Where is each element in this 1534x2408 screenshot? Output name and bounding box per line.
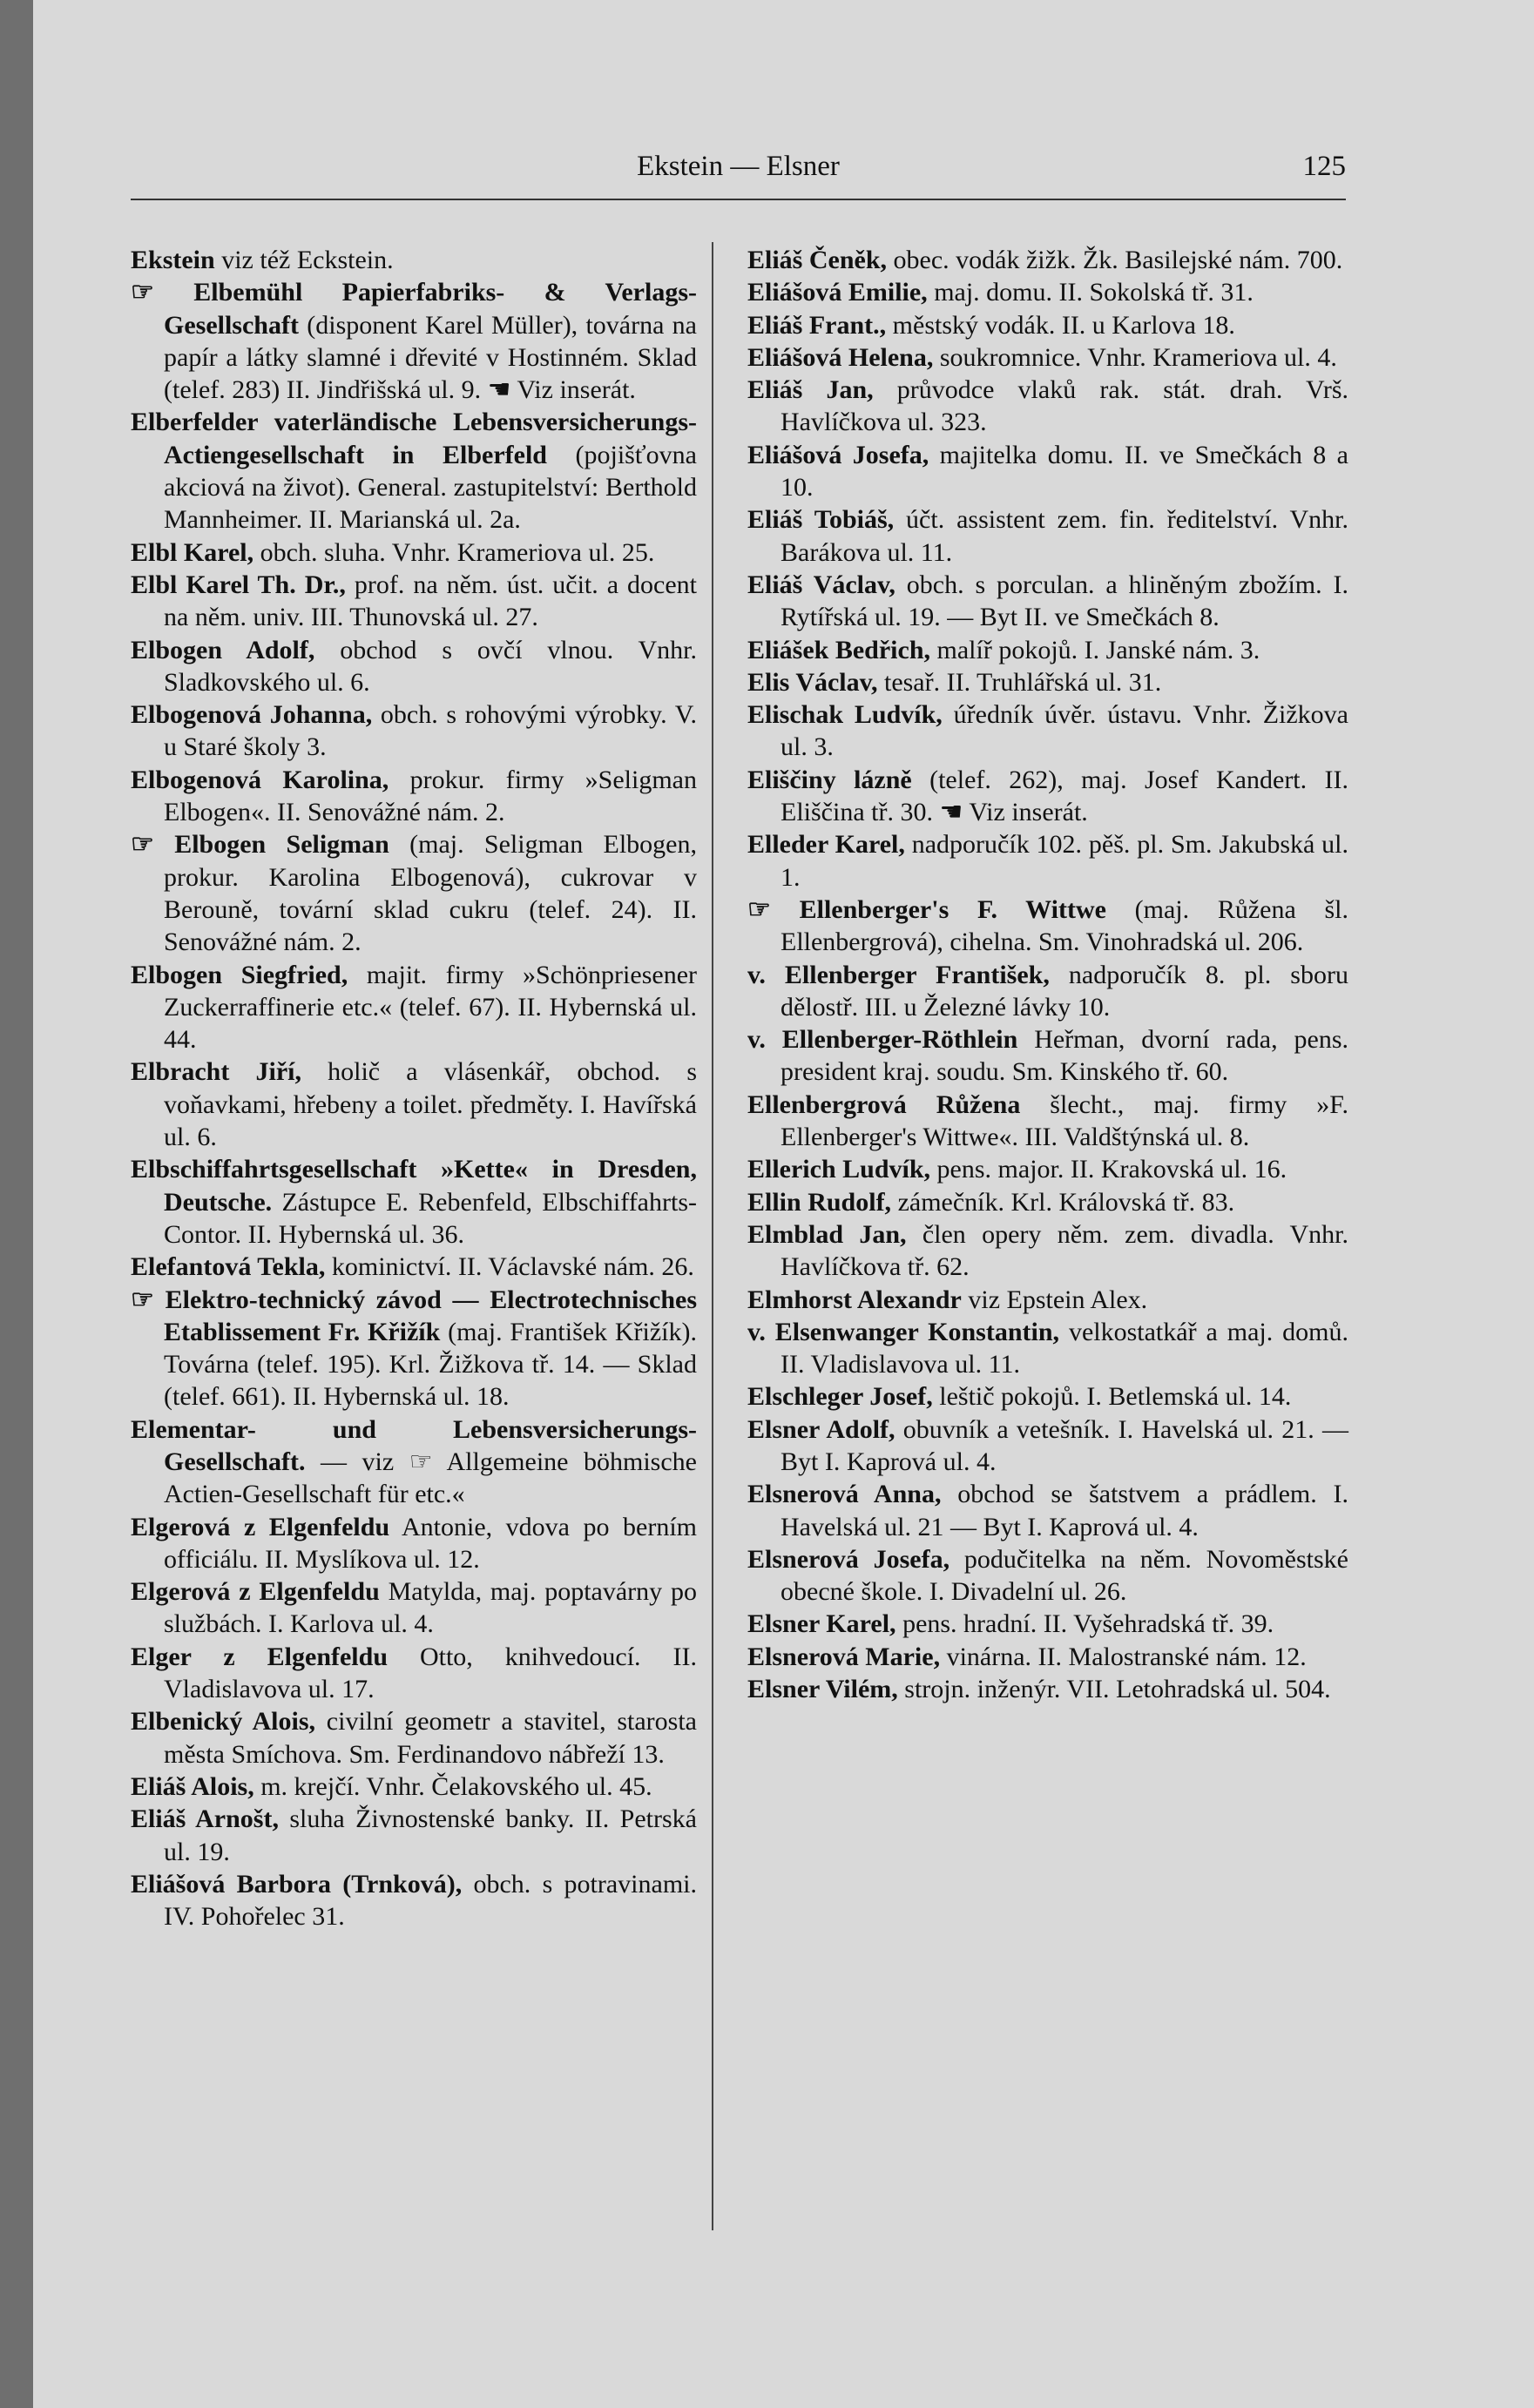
directory-entry (747, 1284, 1348, 1316)
directory-entry (131, 828, 697, 958)
directory-entry (131, 1251, 697, 1283)
directory-entry (747, 1089, 1348, 1154)
directory-entry (131, 764, 697, 829)
directory-entry (747, 341, 1348, 374)
entry-details: obch. sluha. Vnhr. Krameriova ul. 25. (253, 537, 655, 567)
entry-name: Elsner Vilém, (747, 1675, 898, 1704)
pointing-hand-icon: ☞ (747, 894, 800, 924)
entry-details: obch. s rohovými výrobky. V. u Staré školy 3. (164, 700, 697, 762)
directory-entry (131, 1511, 697, 1576)
entry-name: Elbl Karel Th. Dr., (131, 570, 346, 599)
entry-name: Eliáš Tobiáš, (747, 505, 895, 535)
entry-details: nadporučík 8. pl. sboru dělostř. III. u Železné lávky 10. (781, 960, 1348, 1022)
directory-entry (131, 1771, 697, 1803)
entry-details: viz Epstein Alex. (961, 1285, 1148, 1314)
entry-name: Elsner Adolf, (747, 1414, 895, 1444)
entry-name: Eliášová Josefa, (747, 440, 929, 469)
entry-details: (telef. 262), maj. Josef Kandert. II. Eliščina tř. 30. ☚ Viz inserát. (781, 765, 1348, 827)
right-column (747, 244, 1348, 1705)
entry-name: Elbemühl Papierfabriks- & Verlags-Gesellschaft (164, 278, 697, 340)
entry-name: Elefantová Tekla, (131, 1252, 326, 1282)
directory-entry (131, 569, 697, 634)
directory-entry (747, 1218, 1348, 1284)
directory-entry (747, 1608, 1348, 1640)
entry-name: Elbschiffahrtsgesellschaft »Kette« in Dresden, Deutsche. (131, 1155, 697, 1217)
entry-details: Otto, knihvedoucí. II. Vladislavova ul. 17. (164, 1642, 697, 1704)
directory-entry (747, 1543, 1348, 1609)
entry-name: v. Ellenberger František, (747, 960, 1050, 989)
pointing-hand-icon: ☞ (131, 1285, 166, 1314)
entry-name: Elsnerová Josefa, (747, 1544, 950, 1574)
entry-details: majit. firmy »Schönpriesener Zuckerraffinerie etc.« (telef. 67). II. Hybernská ul. 44. (164, 960, 697, 1055)
entry-name: Eliášová Emilie, (747, 278, 928, 307)
entry-details: (pojišťovna akciová na život). General. zastupitelství: Berthold Mannheimer. II. Marianská ul. 2a. (164, 440, 697, 535)
page-number: 125 (1302, 151, 1346, 182)
entry-name: Elbogen Siegfried, (131, 960, 348, 989)
directory-entry (747, 309, 1348, 341)
entry-details: průvodce vlaků rak. stát. drah. Vrš. Havlíčkova ul. 323. (781, 375, 1348, 437)
directory-entry (747, 276, 1348, 308)
entry-name: Eliáš Arnošt, (131, 1804, 279, 1834)
entry-details: obch. s potravinami. IV. Pohořelec 31. (164, 1869, 697, 1932)
directory-entry (131, 959, 697, 1056)
entry-details: Zástupce E. Rebenfeld, Elbschiffahrts-Contor. II. Hybernská ul. 36. (164, 1187, 697, 1249)
pointing-hand-icon: ☞ (131, 830, 175, 860)
entry-details: úředník úvěr. ústavu. Vnhr. Žižkova ul. 3. (781, 700, 1349, 762)
entry-name: Ellenberger's F. Wittwe (799, 894, 1106, 924)
directory-entry (131, 1575, 697, 1641)
directory-entry (747, 1673, 1348, 1705)
entry-name: Elbracht Jiří, (131, 1057, 301, 1087)
entry-details: kominictví. II. Václavské nám. 26. (325, 1252, 694, 1282)
entry-name: Elbogenová Karolina, (131, 765, 389, 794)
directory-entry (131, 406, 697, 536)
directory-entry (131, 634, 697, 699)
entry-details: nadporučík 102. pěš. pl. Sm. Jakubská ul. 1. (781, 830, 1348, 892)
entry-name: Eliáš Jan, (747, 375, 874, 405)
entry-details: pens. major. II. Krakovská ul. 16. (930, 1155, 1287, 1184)
directory-entry (747, 1380, 1348, 1413)
entry-details: Matylda, maj. poptavárny po službách. I. Karlova ul. 4. (164, 1577, 697, 1639)
entry-name: Eliáš Čeněk, (747, 246, 888, 274)
header-rule (131, 199, 1346, 200)
directory-entry (131, 1868, 697, 1933)
entry-details: Heřman, dvorní rada, pens. president kraj. soudu. Sm. Kinského tř. 60. (781, 1025, 1349, 1087)
entry-name: Elsner Karel, (747, 1609, 896, 1639)
entry-name: Elmhorst Alexandr (747, 1285, 962, 1314)
entry-details: vinárna. II. Malostranské nám. 12. (940, 1642, 1307, 1671)
directory-entry (747, 894, 1348, 959)
entry-details: účt. assistent zem. fin. ředitelství. Vnhr. Barákova ul. 11. (781, 505, 1349, 567)
directory-entry (747, 503, 1348, 569)
entry-details: prof. na něm. úst. učit. a docent na něm. univ. III. Thunovská ul. 27. (164, 570, 697, 632)
directory-entry (747, 666, 1348, 698)
directory-entry (747, 1413, 1348, 1479)
directory-entry (747, 439, 1348, 504)
directory-entry (131, 1641, 697, 1706)
directory-entry (131, 536, 697, 569)
entry-details: člen opery něm. zem. divadla. Vnhr. Havlíčkova tř. 62. (781, 1219, 1348, 1282)
entry-name: Ellin Rudolf, (747, 1187, 892, 1217)
entry-details: (maj. František Křižík). Továrna (telef. 195). Krl. Žižkova tř. 14. — Sklad (telef. 661). II. Hybernská ul. 18. (164, 1317, 697, 1412)
directory-entry (747, 1023, 1348, 1089)
entry-details: — viz ☞ Allgemeine böhmische Actien-Gesellschaft für etc.« (164, 1447, 697, 1509)
entry-name: Elsnerová Marie, (747, 1642, 941, 1671)
entry-details: obchod s ovčí vlnou. Vnhr. Sladkovského ul. 6. (164, 635, 697, 697)
scan-edge (0, 0, 33, 2408)
entry-name: Elsnerová Anna, (747, 1480, 942, 1509)
directory-entry (747, 634, 1348, 666)
entry-details: obchod se šatstvem a prádlem. I. Havelská ul. 21 — Byt I. Kaprová ul. 4. (781, 1480, 1349, 1541)
left-column (131, 244, 697, 1932)
entry-details: (disponent Karel Müller), továrna na papír a látky slamné i dřevité v Hostinném. Sklad (telef. 283) II. Jindřišská ul. 9. ☚ Viz inserát. (164, 310, 697, 405)
entry-name: Elbogenová Johanna, (131, 700, 373, 730)
entry-name: Ellenbergrová Růžena (747, 1089, 1021, 1119)
directory-entry (131, 244, 697, 276)
entry-details: šlecht., maj. firmy »F. Ellenberger's Wittwe«. III. Valdštýnská ul. 8. (781, 1089, 1348, 1152)
directory-entry (747, 1186, 1348, 1218)
entry-details: zámečník. Krl. Královská tř. 83. (891, 1187, 1235, 1217)
entry-name: Elis Václav, (747, 667, 878, 697)
entry-name: Elger z Elgenfeldu (131, 1642, 389, 1671)
entry-name: Elbogen Adolf, (131, 635, 315, 664)
entry-details: leštič pokojů. I. Betlemská ul. 14. (932, 1382, 1292, 1412)
directory-entry (131, 1284, 697, 1413)
directory-entry (747, 828, 1348, 894)
entry-details: majitelka domu. II. ve Smečkách 8 a 10. (781, 440, 1348, 503)
entry-name: Elmblad Jan, (747, 1219, 907, 1249)
directory-entry (747, 1316, 1348, 1381)
entry-name: Ekstein (131, 246, 215, 274)
directory-entry (747, 698, 1348, 764)
entry-details: (maj. Růžena šl. Ellenbergrová), cihelna. Sm. Vinohradská ul. 206. (781, 894, 1348, 957)
directory-entry (131, 1413, 697, 1511)
directory-entry (747, 959, 1348, 1024)
entry-details: Antonie, vdova po berním officiálu. II. Myslíkova ul. 12. (164, 1512, 697, 1574)
directory-entry (131, 1803, 697, 1868)
directory-entry (747, 569, 1348, 634)
directory-entry (131, 1705, 697, 1771)
entry-name: Elementar- und Lebensversicherungs-Gesellschaft. (131, 1414, 697, 1476)
directory-entry (131, 1056, 697, 1153)
entry-name: Eliáš Václav, (747, 570, 895, 599)
entry-name: Eliášová Helena, (747, 342, 934, 372)
entry-name: Elbogen Seligman (174, 830, 389, 860)
entry-details: m. krejčí. Vnhr. Čelakovského ul. 45. (253, 1771, 652, 1801)
entry-name: v. Ellenberger-Röthlein (747, 1025, 1018, 1055)
entry-details: viz též Eckstein. (214, 246, 394, 274)
entry-name: v. Elsenwanger Konstantin, (747, 1317, 1060, 1346)
entry-details: soukromnice. Vnhr. Krameriova ul. 4. (933, 342, 1337, 372)
directory-entry (747, 1478, 1348, 1543)
entry-name: Eliášek Bedřich, (747, 635, 931, 664)
entry-details: prokur. firmy »Seligman Elbogen«. II. Senovážné nám. 2. (164, 765, 697, 827)
entry-details: tesař. II. Truhlářská ul. 31. (877, 667, 1162, 697)
directory-entry (747, 1153, 1348, 1185)
directory-entry (131, 1153, 697, 1251)
directory-entry (747, 764, 1348, 829)
entry-name: Eliášová Barbora (Trnková), (131, 1869, 463, 1899)
entry-details: městský vodák. II. u Karlova 18. (886, 310, 1235, 340)
entry-name: Eliščiny lázně (747, 765, 912, 794)
entry-name: Elgerová z Elgenfeldu (131, 1512, 390, 1541)
column-divider (712, 242, 713, 2230)
directory-entry (747, 374, 1348, 439)
entry-details: obuvník a vetešník. I. Havelská ul. 21. — Byt I. Kaprová ul. 4. (781, 1414, 1348, 1476)
entry-details: obec. vodák žižk. Žk. Basilejské nám. 700. (887, 246, 1343, 274)
running-head: Ekstein — Elsner (637, 151, 840, 182)
directory-entry (131, 698, 697, 764)
entry-name: Ellerich Ludvík, (747, 1155, 931, 1184)
directory-entry (747, 244, 1348, 276)
entry-name: Elischak Ludvík, (747, 700, 943, 730)
directory-entry (747, 1641, 1348, 1673)
directory-entry (131, 276, 697, 406)
pointing-hand-icon: ☞ (131, 278, 194, 307)
entry-details: strojn. inženýr. VII. Letohradská ul. 504. (897, 1675, 1331, 1704)
entry-name: Elberfelder vaterländische Lebensversicherungs-Actiengesellschaft in Elberfeld (131, 408, 697, 469)
entry-details: obch. s porculan. a hliněným zbožím. I. Rytířská ul. 19. — Byt II. ve Smečkách 8. (781, 570, 1348, 632)
entry-name: Eliáš Frant., (747, 310, 887, 340)
entry-details: sluha Živnostenské banky. II. Petrská ul. 19. (164, 1804, 698, 1866)
entry-details: podučitelka na něm. Novoměstské obecné škole. I. Divadelní ul. 26. (781, 1544, 1348, 1607)
entry-details: (maj. Seligman Elbogen, prokur. Karolina Elbogenová), cukrovar v Berouně, tovární sklad cukru (telef. 24). II. Senovážné nám. 2. (164, 830, 697, 957)
entry-name: Elschleger Josef, (747, 1382, 933, 1412)
page-header (131, 144, 1346, 196)
entry-name: Elgerová z Elgenfeldu (131, 1577, 380, 1607)
entry-name: Elektro-technický závod — Electrotechnisches Etablissement Fr. Křižík (164, 1285, 697, 1346)
entry-name: Elbl Karel, (131, 537, 254, 567)
entry-details: velkostatkář a maj. domů. II. Vladislavova ul. 11. (781, 1317, 1348, 1379)
entry-details: maj. domu. II. Sokolská tř. 31. (927, 278, 1254, 307)
entry-details: civilní geometr a stavitel, starosta města Smíchova. Sm. Ferdinandovo nábřeží 13. (164, 1707, 697, 1769)
entry-details: holič a vlásenkář, obchod. s voňavkami, hřebeny a toilet. předměty. I. Havířská ul. 6. (164, 1057, 697, 1152)
entry-details: malíř pokojů. I. Janské nám. 3. (930, 635, 1260, 664)
entry-name: Elleder Karel, (747, 830, 905, 860)
entry-name: Eliáš Alois, (131, 1771, 254, 1801)
entry-details: pens. hradní. II. Vyšehradská tř. 39. (895, 1609, 1274, 1639)
entry-name: Elbenický Alois, (131, 1707, 316, 1737)
